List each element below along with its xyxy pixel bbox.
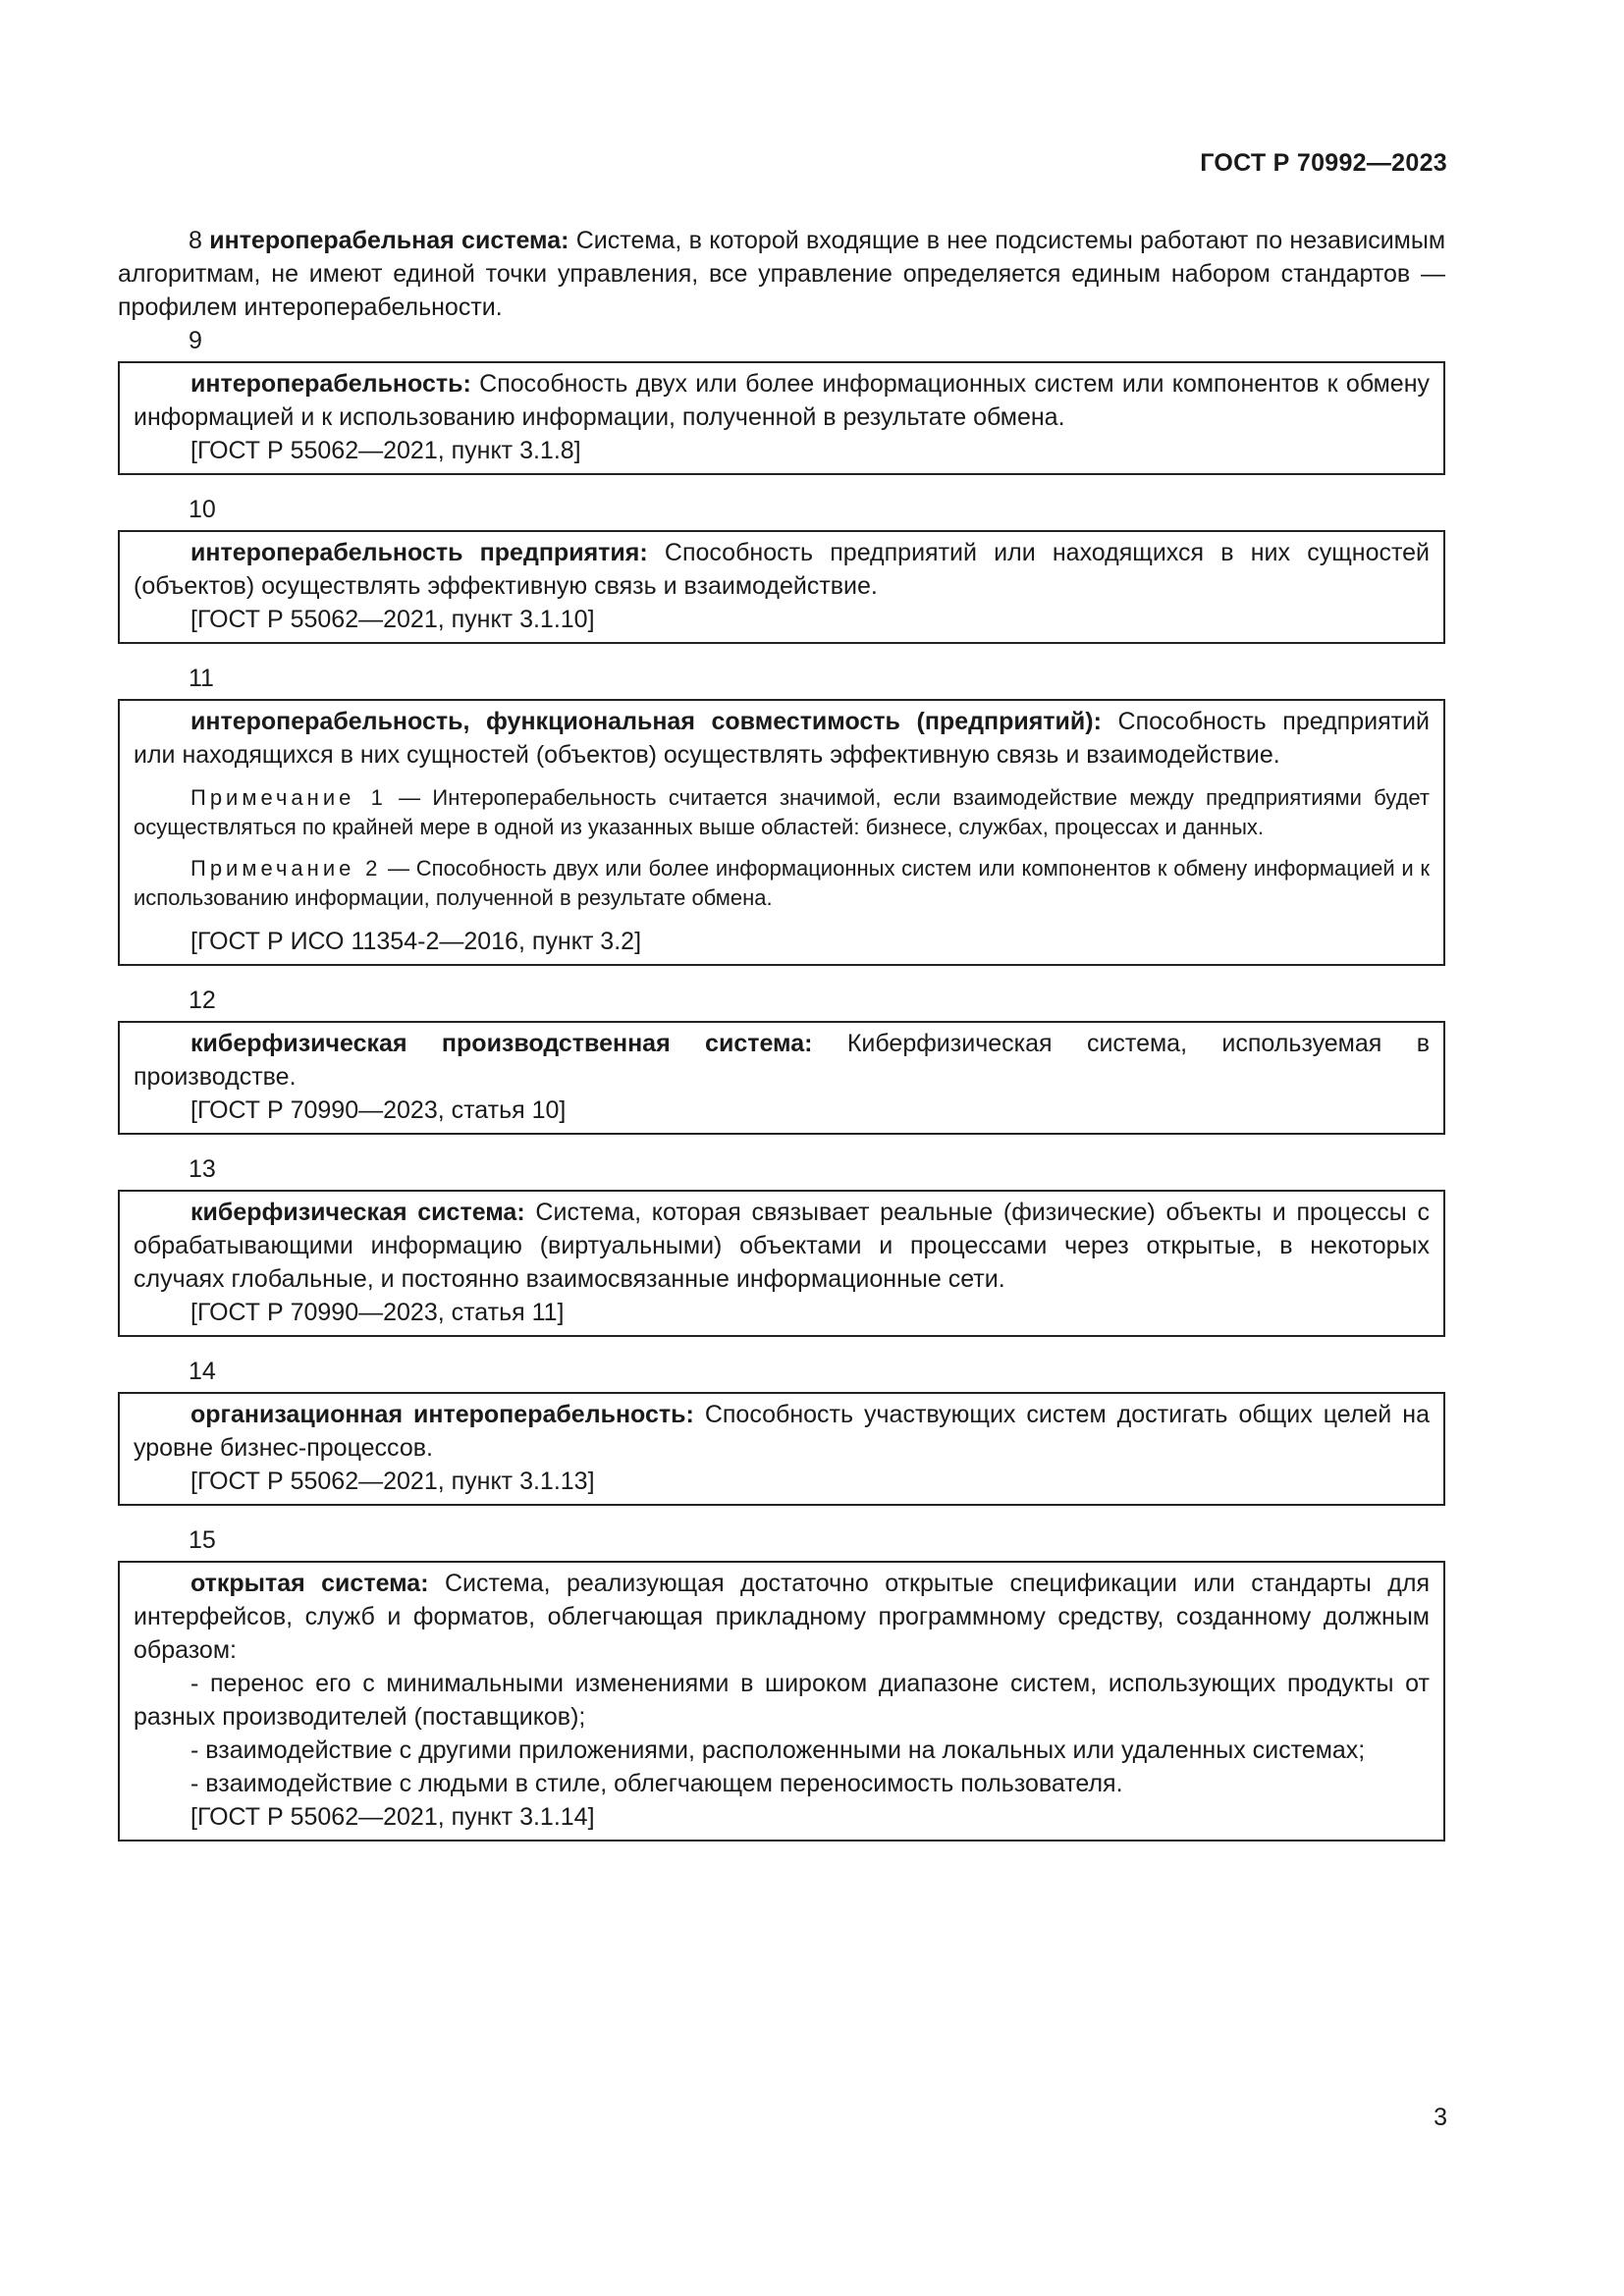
term-definition (134, 1027, 1430, 1094)
term-box-10 (118, 530, 1445, 644)
term-definition (134, 1196, 1430, 1296)
list-item: - перенос его с минимальными изменениями в широком диапазоне систем, использующих продукты от разных производителей (поставщиков); (134, 1670, 1430, 1731)
definition-text: Киберфизическая система, используемая в производстве. (134, 1030, 1430, 1091)
term-number-12: 12 (189, 987, 216, 1014)
term-box-9 (118, 361, 1445, 475)
term-note-2 (134, 854, 1430, 913)
term-title: интероперабельность: (190, 370, 471, 398)
term-definition (134, 1567, 1430, 1667)
list-item: - взаимодействие с другими приложениями, расположенными на локальных или удаленных системах; (190, 1736, 1366, 1764)
terms-section (118, 224, 1445, 1842)
term-title: организационная интероперабельность: (190, 1401, 694, 1428)
term-definition (134, 536, 1430, 603)
term-box-11 (118, 699, 1445, 966)
term-source: [ГОСТ Р 55062—2021, пункт 3.1.13] (190, 1468, 595, 1495)
term-title: открытая система: (190, 1570, 429, 1597)
term-box-14 (118, 1392, 1445, 1506)
definition-text: Способность предприятий или находящихся в них сущностей (объектов) осуществлять эффективную связь и взаимодействие. (134, 539, 1431, 600)
note-text: — Интероперабельность считается значимой, если взаимодействие между предприятиями будет осуществляться по крайней мере в одной из указанных выше областей: бизнесе, службах, процессах и данных. (134, 785, 1430, 839)
term-number-10: 10 (189, 496, 216, 523)
list-item: - взаимодействие с людьми в стиле, облегчающем переносимость пользователя. (190, 1770, 1123, 1797)
term-number-13: 13 (189, 1155, 216, 1183)
term-title: интероперабельная система: (209, 227, 569, 254)
term-definition (134, 1398, 1430, 1465)
term-source: [ГОСТ Р 55062—2021, пункт 3.1.8] (190, 437, 581, 464)
term-number: 8 (189, 227, 202, 254)
term-definition: Система, в которой входящие в нее подсистемы работают по независимым алгоритмам, не имеют единой точки управления, все управление определяется единым набором стандартов — профилем интероперабельности. (118, 227, 1446, 321)
definition-text: Способность двух или более информационных систем или компонентов к обмену информацией и к использованию информации, полученной в результате обмена. (134, 370, 1430, 431)
document-id: ГОСТ Р 70992—2023 (1200, 149, 1447, 177)
term-number-15: 15 (189, 1526, 216, 1554)
term-number-11: 11 (189, 665, 214, 692)
term-source: [ГОСТ Р ИСО 11354-2—2016, пункт 3.2] (190, 928, 642, 955)
term-definition (134, 367, 1430, 434)
term-note-1 (134, 783, 1430, 842)
definition-text: Способность предприятий или находящихся в них сущностей (объектов) осуществлять эффективную связь и взаимодействие. (134, 708, 1430, 769)
term-title: киберфизическая система: (190, 1199, 525, 1226)
term-title: киберфизическая производственная система: (190, 1030, 813, 1057)
term-source: [ГОСТ Р 70990—2023, статья 10] (190, 1096, 567, 1124)
note-text: — Способность двух или более информационных систем или компонентов к обмену информацией и к использованию информации, полученной в результате обмена. (134, 856, 1430, 910)
page-number: 3 (1434, 2104, 1447, 2131)
term-box-12 (118, 1021, 1445, 1135)
term-title: интероперабельность предприятия: (190, 539, 648, 566)
definition-text: Система, реализующая достаточно открытые спецификации или стандарты для интерфейсов, служб и форматов, облегчающая прикладному программному средству, созданному должным образом: (134, 1570, 1430, 1664)
term-entry-8 (118, 224, 1445, 324)
note-label: Примечание 1 (190, 785, 387, 810)
term-source: [ГОСТ Р 55062—2021, пункт 3.1.10] (190, 606, 595, 633)
definition-text: Система, которая связывает реальные (физические) объекты и процессы с обрабатывающими информацию (виртуальными) объектами и процессами через открытые, в некоторых случаях глобальные, и постоянно взаимосвязанные информационные сети. (134, 1199, 1430, 1293)
term-definition (134, 705, 1430, 772)
term-source: [ГОСТ Р 70990—2023, статья 11] (190, 1299, 565, 1326)
term-number-9: 9 (189, 327, 202, 354)
definition-text: Способность участвующих систем достигать общих целей на уровне бизнес-процессов. (134, 1401, 1430, 1462)
term-box-15 (118, 1561, 1445, 1842)
term-title: интероперабельность, функциональная совместимость (предприятий): (190, 708, 1102, 735)
note-label: Примечание 2 (190, 856, 382, 881)
term-box-13 (118, 1190, 1445, 1337)
term-number-14: 14 (189, 1358, 216, 1385)
term-source: [ГОСТ Р 55062—2021, пункт 3.1.14] (190, 1803, 595, 1831)
